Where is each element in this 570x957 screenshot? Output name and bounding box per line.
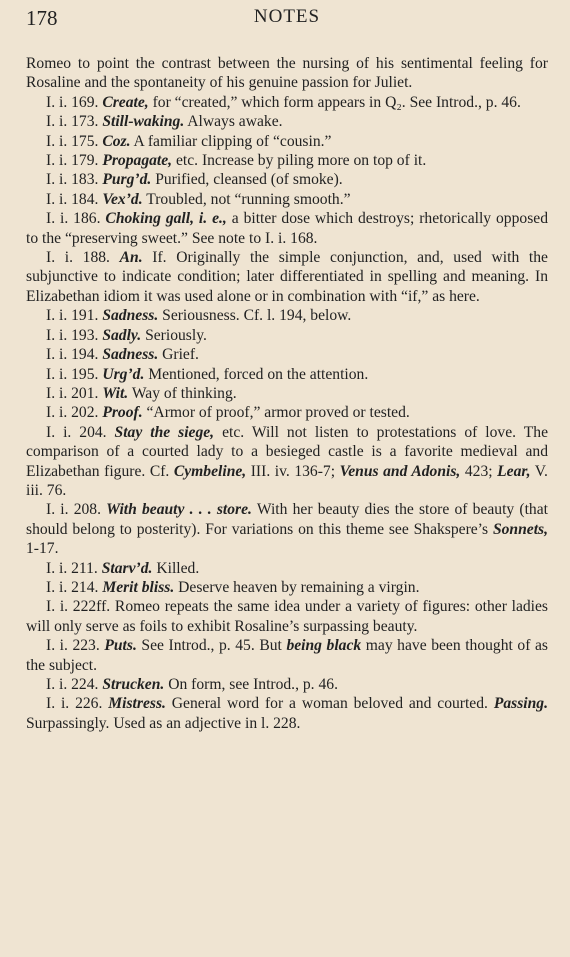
note-entry [26,209,548,248]
note-entry [26,248,548,306]
note-entry [26,93,548,112]
line-reference: I. i. 194. [46,346,99,364]
gloss-text: See Introd., p. 45. But [141,637,282,655]
page-number: 178 [26,6,58,30]
gloss-text: “Armor of proof,” armor proved or tested. [146,404,410,422]
gloss-text: etc. Increase by piling more on top of it. [175,152,427,170]
glossed-term: Urg’d. [102,365,145,383]
line-reference: I. i. 169. [46,93,99,111]
glossed-term: Mistress. [108,695,166,713]
line-reference: I. i. 222ff. [46,598,111,616]
line-reference: I. i. 184. [46,190,99,208]
gloss-text: A familiar clipping of “cousin.” [133,132,332,150]
gloss-text: Deserve heaven by remaining a virgin. [178,578,420,596]
note-entry [26,365,548,384]
note-entry [26,132,548,151]
note-entry [26,112,548,131]
gloss-text: for “created,” which form appears in Q₂. See Introd., p. 46. [152,93,521,111]
line-reference: I. i. 193. [46,326,99,344]
glossed-term: Passing. [493,695,548,713]
line-reference: I. i. 204. [46,423,107,441]
line-reference: I. i. 211. [46,559,98,577]
line-reference: I. i. 224. [46,676,99,693]
gloss-text: If. Originally the simple conjunction, and, used with the subjunctive to indicate condition; later differentiated in spelling and meaning. In Elizabethan idiom it was used alone or in combination with “if,” as here. [26,249,548,305]
glossed-term: Sadness. [102,346,159,364]
note-entry [26,500,548,558]
note-entry [26,694,548,733]
note-continuation [26,54,548,93]
note-entry [26,597,548,636]
note-entry [26,559,548,578]
glossed-term: Still-waking. [102,113,185,131]
work-title: Cymbeline, [173,462,247,480]
gloss-text: Romeo to point the contrast between the nursing of his sentimental feeling for Rosaline and the spontaneity of his genuine passion for Juliet. [26,55,548,92]
glossed-term: Wit. [102,384,129,402]
note-entry [26,384,548,403]
running-head: NOTES [253,6,321,27]
glossed-term: Coz. [102,132,131,150]
gloss-text: 423; [464,462,493,480]
gloss-text: Surpassingly. Used as an adjective in l. 228. [26,714,301,732]
glossed-term: Starv’d. [101,559,153,577]
note-entry [26,578,548,597]
glossed-term: Create, [102,93,149,111]
line-reference: I. i. 208. [46,501,101,519]
gloss-text: Seriousness. Cf. l. 194, below. [162,307,352,325]
work-title: Lear, [497,462,531,480]
gloss-text: may have been thought of as the subject. [26,637,548,674]
gloss-text: Seriously. [145,326,207,344]
note-entry [26,306,548,325]
glossed-term: An. [119,249,143,267]
work-title: Sonnets, [492,520,548,538]
glossed-term: Propagate, [102,152,173,170]
note-entry [26,151,548,170]
gloss-text: Grief. [162,346,199,364]
note-entry [26,636,548,675]
line-reference: I. i. 195. [46,365,99,383]
glossed-term: Sadness. [102,307,159,325]
glossed-term: Proof. [102,404,143,422]
note-entry [26,403,548,422]
line-reference: I. i. 183. [46,171,99,189]
glossed-term: Choking gall, i. e., [105,210,227,228]
gloss-text: Way of thinking. [131,384,237,402]
gloss-text: Romeo repeats the same idea under a variety of figures: other ladies will only serve as foils to exhibit Rosaline’s surpassing beauty. [26,598,548,635]
note-entry [26,423,548,501]
line-reference: I. i. 179. [46,152,99,170]
gloss-text: On form, see Introd., p. 46. [168,676,338,693]
line-reference: I. i. 201. [46,384,99,402]
line-reference: I. i. 186. [46,210,101,228]
page-header [26,0,548,40]
notes-body [26,54,548,733]
line-reference: I. i. 214. [46,578,99,596]
glossed-term: With beauty . . . store. [106,501,252,519]
gloss-text: a bitter dose which destroys; rhetorically opposed to the “preserving sweet.” See note to I. i. 168. [26,210,548,247]
work-title: Venus and Adonis, [339,462,461,480]
line-reference: I. i. 175. [46,132,99,150]
glossed-term: Strucken. [102,676,165,693]
gloss-text: Troubled, not “running smooth.” [146,190,351,208]
gloss-text: General word for a woman beloved and courted. [171,695,488,713]
gloss-text: 1-17. [26,540,59,558]
glossed-term: Purg’d. [102,171,152,189]
gloss-text: III. iv. 136-7; [250,462,336,480]
glossed-term: Puts. [104,637,137,655]
gloss-text: Purified, cleansed (of smoke). [155,171,343,189]
glossed-term: Merit bliss. [102,578,175,596]
glossed-term: Sadly. [102,326,142,344]
note-entry [26,345,548,364]
gloss-text: Mentioned, forced on the attention. [148,365,369,383]
line-reference: I. i. 223. [46,637,100,655]
gloss-text: Always awake. [187,113,283,131]
note-entry [26,190,548,209]
line-reference: I. i. 202. [46,404,99,422]
line-reference: I. i. 188. [46,249,110,267]
note-entry [26,675,548,694]
gloss-text: With her beauty dies the store of beauty (that should belong to posterity). For variations on this theme see Shakspere’s [26,501,548,538]
line-reference: I. i. 226. [46,695,103,713]
note-entry [26,326,548,345]
gloss-text: Killed. [156,559,200,577]
glossed-term: Vex’d. [102,190,143,208]
gloss-text: etc. Will not listen to protestations of love. The comparison of a courted lady to a besieged castle is a favorite medieval and Elizabethan figure. Cf. [26,423,548,480]
line-reference: I. i. 191. [46,307,99,325]
gloss-text: V. iii. 76. [26,462,548,499]
line-reference: I. i. 173. [46,113,99,131]
glossed-term: being black [286,637,362,655]
note-entry [26,170,548,189]
glossed-term: Stay the siege, [114,423,215,441]
